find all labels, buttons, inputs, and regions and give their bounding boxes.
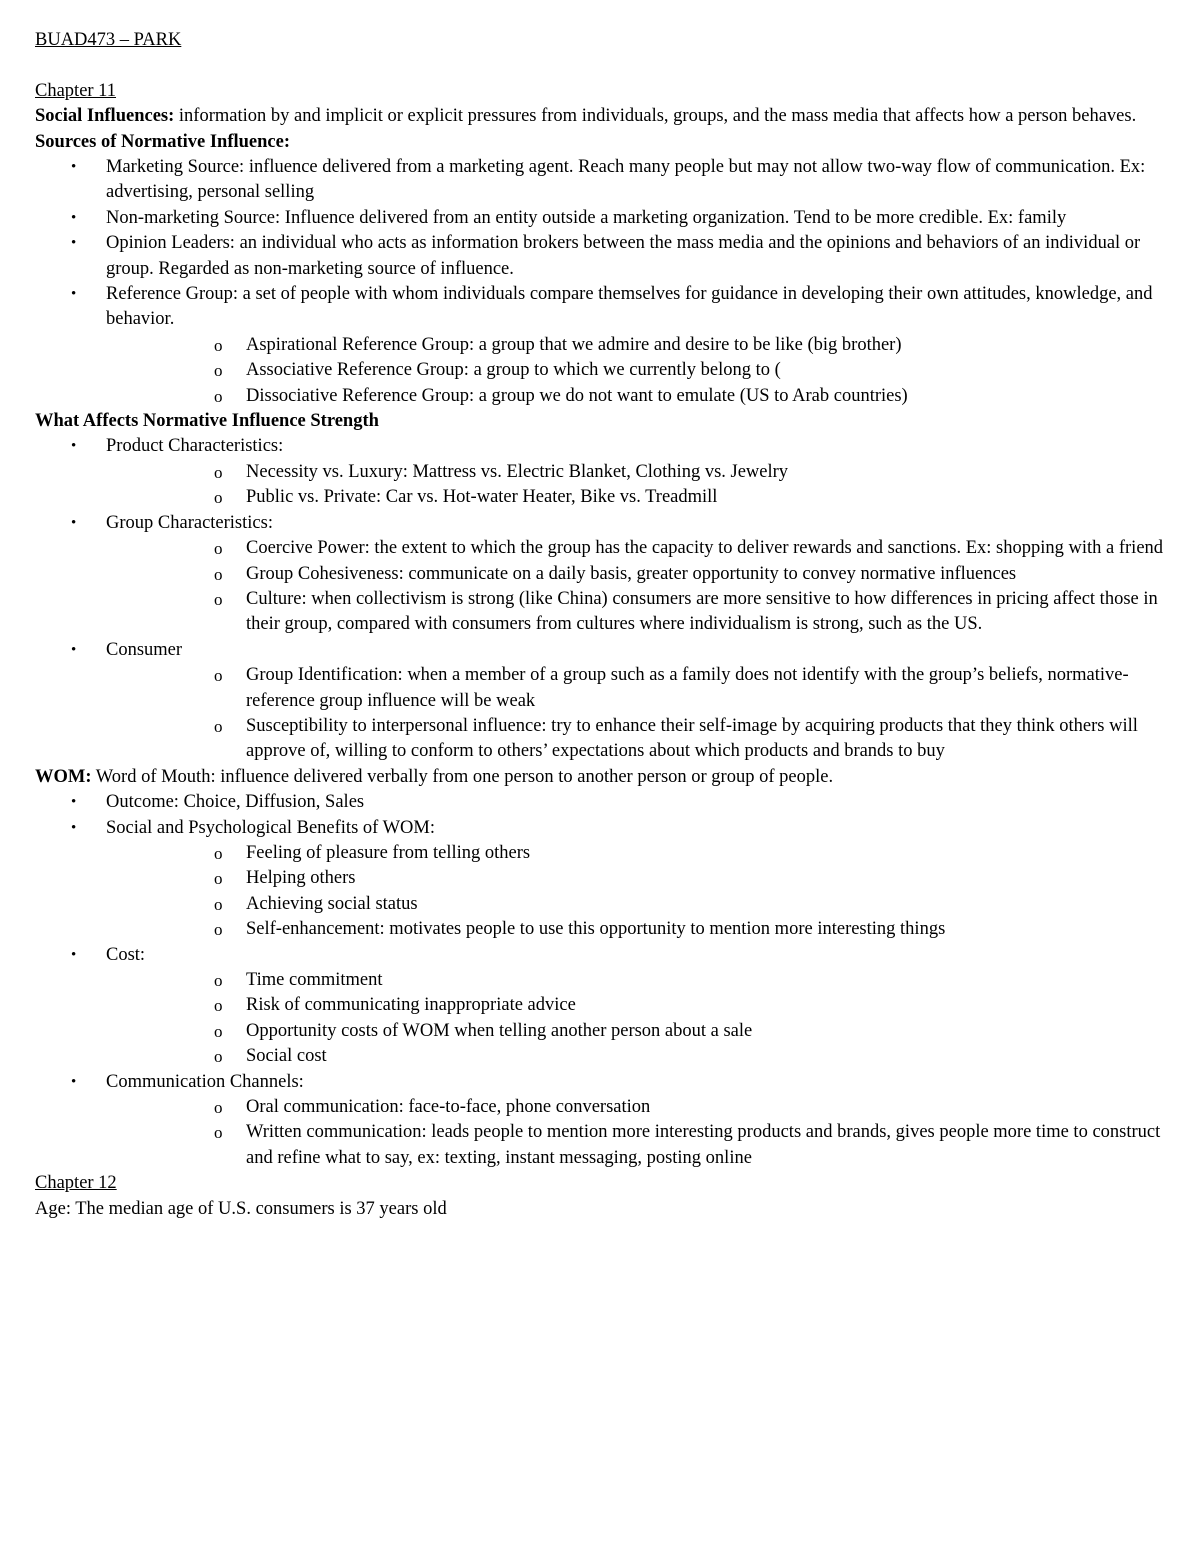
circle-bullet-icon: o <box>214 564 223 584</box>
chapter-12-heading: Chapter 12 <box>35 1173 117 1194</box>
sublist-item-text: Social cost <box>246 1046 327 1067</box>
bullet-icon: • <box>71 286 77 303</box>
group-characteristics-sublist <box>35 536 1170 638</box>
circle-bullet-icon: o <box>214 1021 223 1041</box>
sublist-item <box>35 358 1170 383</box>
sublist-item <box>35 562 1170 587</box>
wom-list <box>35 790 1170 841</box>
list-item-text: Cost: <box>106 944 146 965</box>
circle-bullet-icon: o <box>214 843 223 863</box>
sublist-item-text: Risk of communicating inappropriate advice <box>246 995 576 1016</box>
list-item <box>35 282 1170 333</box>
sublist-item-text: Susceptibility to interpersonal influence: try to enhance their self-image by acquiring products that they think others will approve of, willing to conform to others’ expectations about which products and brands to buy <box>246 715 1138 762</box>
sublist-item <box>35 968 1170 993</box>
list-item <box>35 511 1170 536</box>
consumer-sublist <box>35 663 1170 765</box>
social-influences-definition: information by and implicit or explicit pressures from individuals, groups, and the mass media that affects how a person behaves. <box>174 106 1137 127</box>
list-item-text: Social and Psychological Benefits of WOM: <box>106 817 436 838</box>
circle-bullet-icon: o <box>214 716 223 736</box>
list-item-text: Consumer <box>106 639 183 660</box>
list-item <box>35 816 1170 841</box>
list-item <box>35 943 1170 968</box>
sublist-item <box>35 587 1170 638</box>
sublist-item <box>35 993 1170 1018</box>
wom-channels-sublist <box>35 1095 1170 1171</box>
spacer <box>35 53 1170 78</box>
sublist-item-text: Aspirational Reference Group: a group that we admire and desire to be like (big brother) <box>246 334 902 355</box>
sublist-item-text: Group Cohesiveness: communicate on a daily basis, greater opportunity to convey normative influences <box>246 563 1017 584</box>
sublist-item <box>35 460 1170 485</box>
chapter-11-heading: Chapter 11 <box>35 80 117 101</box>
list-item-text: Non-marketing Source: Influence delivered from an entity outside a marketing organization. Tend to be more credible. Ex: family <box>106 207 1067 228</box>
wom-term: WOM: <box>35 766 92 787</box>
bullet-icon: • <box>71 514 77 531</box>
sublist-item <box>35 384 1170 409</box>
circle-bullet-icon: o <box>214 589 223 609</box>
wom-list <box>35 1070 1170 1095</box>
sublist-item <box>35 333 1170 358</box>
circle-bullet-icon: o <box>214 1123 223 1143</box>
circle-bullet-icon: o <box>214 996 223 1016</box>
list-item <box>35 155 1170 206</box>
sublist-item <box>35 892 1170 917</box>
circle-bullet-icon: o <box>214 920 223 940</box>
sublist-item-text: Written communication: leads people to mention more interesting products and brands, gives people more time to construct and refine what to say, ex: texting, instant messaging, posting online <box>246 1122 1161 1168</box>
sublist-item-text: Associative Reference Group: a group to which we currently belong to ( <box>246 360 781 381</box>
sublist-item-text: Feeling of pleasure from telling others <box>246 842 531 863</box>
list-item <box>35 206 1170 231</box>
list-item-text: Opinion Leaders: an individual who acts as information brokers between the mass media and the opinions and behaviors of an individual or group. Regarded as non-marketing source of influence. <box>106 233 1141 279</box>
sublist-item <box>35 1019 1170 1044</box>
strength-list <box>35 511 1170 536</box>
product-characteristics-sublist <box>35 460 1170 511</box>
social-influences-term: Social Influences: <box>35 106 175 127</box>
sublist-item <box>35 1120 1170 1171</box>
list-item-text: Outcome: Choice, Diffusion, Sales <box>106 792 365 813</box>
list-item-text: Product Characteristics: <box>106 436 284 457</box>
circle-bullet-icon: o <box>214 1098 223 1118</box>
sublist-item <box>35 1095 1170 1120</box>
strength-list <box>35 638 1170 663</box>
list-item <box>35 434 1170 459</box>
sublist-item-text: Coercive Power: the extent to which the group has the capacity to deliver rewards and sanctions. Ex: shopping with a friend <box>246 538 1164 559</box>
bullet-icon: • <box>71 1073 77 1090</box>
bullet-icon: • <box>71 794 77 811</box>
social-influences-paragraph <box>35 104 1170 129</box>
age-line: Age: The median age of U.S. consumers is 37 years old <box>35 1198 447 1219</box>
circle-bullet-icon: o <box>214 488 223 508</box>
circle-bullet-icon: o <box>214 971 223 991</box>
course-header: BUAD473 – PARK <box>35 30 182 50</box>
sublist-item <box>35 663 1170 714</box>
wom-list <box>35 943 1170 968</box>
sublist-item <box>35 866 1170 891</box>
list-item <box>35 231 1170 282</box>
sources-list <box>35 155 1170 333</box>
strength-list <box>35 434 1170 459</box>
bullet-icon: • <box>71 209 77 226</box>
sublist-item <box>35 714 1170 765</box>
wom-cost-sublist <box>35 968 1170 1070</box>
circle-bullet-icon: o <box>214 462 223 482</box>
wom-definition: Word of Mouth: influence delivered verbally from one person to another person or group of people. <box>91 766 834 787</box>
reference-group-sublist <box>35 333 1170 409</box>
list-item-text: Communication Channels: <box>106 1071 304 1092</box>
circle-bullet-icon: o <box>214 335 223 355</box>
circle-bullet-icon: o <box>214 539 223 559</box>
sublist-item-text: Self-enhancement: motivates people to use this opportunity to mention more interesting things <box>246 919 946 940</box>
sublist-item-text: Opportunity costs of WOM when telling another person about a sale <box>246 1020 753 1041</box>
bullet-icon: • <box>71 159 77 176</box>
list-item <box>35 790 1170 815</box>
bullet-icon: • <box>71 641 77 658</box>
sources-heading: Sources of Normative Influence: <box>35 131 291 152</box>
wom-paragraph <box>35 765 1170 790</box>
circle-bullet-icon: o <box>214 666 223 686</box>
sublist-item-text: Achieving social status <box>246 893 418 914</box>
sublist-item-text: Necessity vs. Luxury: Mattress vs. Electric Blanket, Clothing vs. Jewelry <box>246 461 789 482</box>
sublist-item-text: Public vs. Private: Car vs. Hot-water Heater, Bike vs. Treadmill <box>246 487 718 508</box>
sublist-item-text: Time commitment <box>246 970 383 991</box>
circle-bullet-icon: o <box>214 1047 223 1067</box>
list-item <box>35 638 1170 663</box>
bullet-icon: • <box>71 946 77 963</box>
list-item-text: Marketing Source: influence delivered from a marketing agent. Reach many people but may not allow two-way flow of communication. Ex: advertising, personal selling <box>106 157 1146 203</box>
sublist-item-text: Culture: when collectivism is strong (like China) consumers are more sensitive to how differences in pricing affect those in their group, compared with consumers from cultures where individualism is strong, such as the US. <box>246 588 1158 635</box>
sublist-item-text: Oral communication: face-to-face, phone conversation <box>246 1097 651 1118</box>
circle-bullet-icon: o <box>214 894 223 914</box>
sublist-item <box>35 485 1170 510</box>
list-item-text: Group Characteristics: <box>106 512 273 533</box>
sublist-item <box>35 536 1170 561</box>
sublist-item <box>35 1044 1170 1069</box>
circle-bullet-icon: o <box>214 869 223 889</box>
circle-bullet-icon: o <box>214 361 223 381</box>
list-item-text: Reference Group: a set of people with whom individuals compare themselves for guidance in developing their own attitudes, knowledge, and behavior. <box>106 284 1153 330</box>
bullet-icon: • <box>71 819 77 836</box>
sublist-item-text: Group Identification: when a member of a group such as a family does not identify with the group’s beliefs, normative-reference group influence will be weak <box>246 665 1129 711</box>
sublist-item-text: Dissociative Reference Group: a group we do not want to emulate (US to Arab countries) <box>246 385 908 406</box>
bullet-icon: • <box>71 438 77 455</box>
sublist-item <box>35 917 1170 942</box>
sublist-item <box>35 841 1170 866</box>
wom-benefits-sublist <box>35 841 1170 943</box>
sublist-item-text: Helping others <box>246 868 356 889</box>
strength-heading: What Affects Normative Influence Strength <box>35 411 379 432</box>
bullet-icon: • <box>71 235 77 252</box>
circle-bullet-icon: o <box>214 386 223 406</box>
list-item <box>35 1070 1170 1095</box>
